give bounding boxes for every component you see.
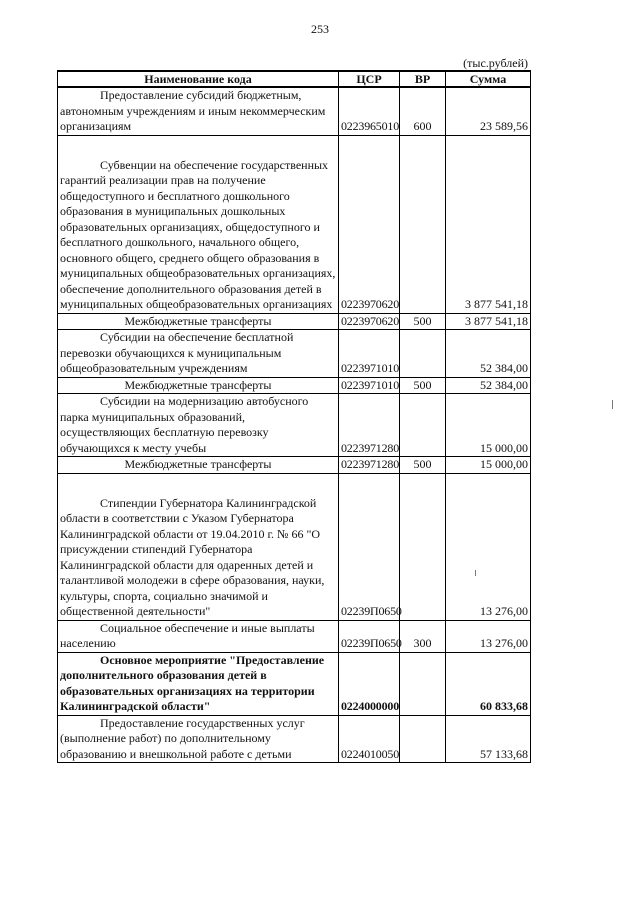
header-name: Наименование кода <box>58 71 339 87</box>
row-sum: 3 877 541,18 <box>446 135 531 313</box>
row-name: Основное мероприятие "Предоставление дополнительного образования детей в образовательных организациях на территории Калининградской области" <box>58 652 339 715</box>
table-row <box>58 377 531 394</box>
table-header-row <box>58 71 531 87</box>
table-row <box>58 135 531 313</box>
table-row <box>58 87 531 135</box>
row-sum: 57 133,68 <box>446 715 531 763</box>
row-vr <box>400 473 446 620</box>
row-name: Межбюджетные трансферты <box>58 313 339 330</box>
scan-mark <box>475 570 476 576</box>
row-vr <box>400 330 446 378</box>
row-sum: 15 000,00 <box>446 394 531 457</box>
table-row <box>58 715 531 763</box>
row-vr <box>400 394 446 457</box>
budget-table <box>57 70 531 763</box>
unit-note: (тыс.рублей) <box>463 56 528 70</box>
row-csr: 0223971280 <box>339 394 400 457</box>
row-name: Межбюджетные трансферты <box>58 377 339 394</box>
row-sum: 23 589,56 <box>446 87 531 135</box>
row-csr: 0224010050 <box>339 715 400 763</box>
row-vr: 600 <box>400 87 446 135</box>
header-sum: Сумма <box>446 71 531 87</box>
row-csr: 0223970620 <box>339 313 400 330</box>
header-vr: ВР <box>400 71 446 87</box>
row-csr: 0223971010 <box>339 330 400 378</box>
row-csr: 0223970620 <box>339 135 400 313</box>
row-csr: 02239П0650 <box>339 473 400 620</box>
table-row <box>58 473 531 620</box>
row-csr: 02239П0650 <box>339 620 400 652</box>
row-vr: 500 <box>400 457 446 474</box>
table-row <box>58 620 531 652</box>
row-name: Предоставление субсидий бюджетным, автономным учреждениям и иным некоммерческим организациям <box>58 87 339 135</box>
row-csr: 0223971010 <box>339 377 400 394</box>
row-name: Предоставление государственных услуг (выполнение работ) по дополнительному образованию и внешкольной работе с детьми <box>58 715 339 763</box>
row-name: Субвенции на обеспечение государственных гарантий реализации прав на получение общедоступного и бесплатного дошкольного образования в муниципальных дошкольных образовательных организациях, общедоступного и бесплатного дошкольного, начального общего, основного общего, среднего общего образования в муниципальных общеобразовательных организациях, обеспечение дополнительного образования детей в муниципальных общеобразовательных организациях <box>58 135 339 313</box>
row-sum: 60 833,68 <box>446 652 531 715</box>
row-sum: 3 877 541,18 <box>446 313 531 330</box>
page-number: 253 <box>311 22 329 36</box>
row-csr: 0224000000 <box>339 652 400 715</box>
row-csr: 0223965010 <box>339 87 400 135</box>
row-name: Межбюджетные трансферты <box>58 457 339 474</box>
row-sum: 13 276,00 <box>446 473 531 620</box>
table-row <box>58 652 531 715</box>
table-row <box>58 330 531 378</box>
table-row <box>58 313 531 330</box>
row-vr: 300 <box>400 620 446 652</box>
row-sum: 13 276,00 <box>446 620 531 652</box>
row-vr <box>400 135 446 313</box>
row-name: Субсидии на обеспечение бесплатной перевозки обучающихся к муниципальным общеобразовательным учреждениям <box>58 330 339 378</box>
scan-mark <box>612 400 613 409</box>
row-vr: 500 <box>400 377 446 394</box>
row-vr <box>400 715 446 763</box>
table-row <box>58 457 531 474</box>
row-sum: 52 384,00 <box>446 330 531 378</box>
row-name: Субсидии на модернизацию автобусного парка муниципальных образований, осуществляющих бесплатную перевозку обучающихся к месту учебы <box>58 394 339 457</box>
row-name: Социальное обеспечение и иные выплаты населению <box>58 620 339 652</box>
header-csr: ЦСР <box>339 71 400 87</box>
row-vr: 500 <box>400 313 446 330</box>
row-name: Стипендии Губернатора Калининградской области в соответствии с Указом Губернатора Калининградской области от 19.04.2010 г. № 66 "О присуждении стипендий Губернатора Калининградской области для одаренных детей и талантливой молодежи в сфере образования, науки, культуры, спорта, социально значимой и общественной деятельности" <box>58 473 339 620</box>
row-sum: 52 384,00 <box>446 377 531 394</box>
row-csr: 0223971280 <box>339 457 400 474</box>
row-vr <box>400 652 446 715</box>
table-row <box>58 394 531 457</box>
row-sum: 15 000,00 <box>446 457 531 474</box>
